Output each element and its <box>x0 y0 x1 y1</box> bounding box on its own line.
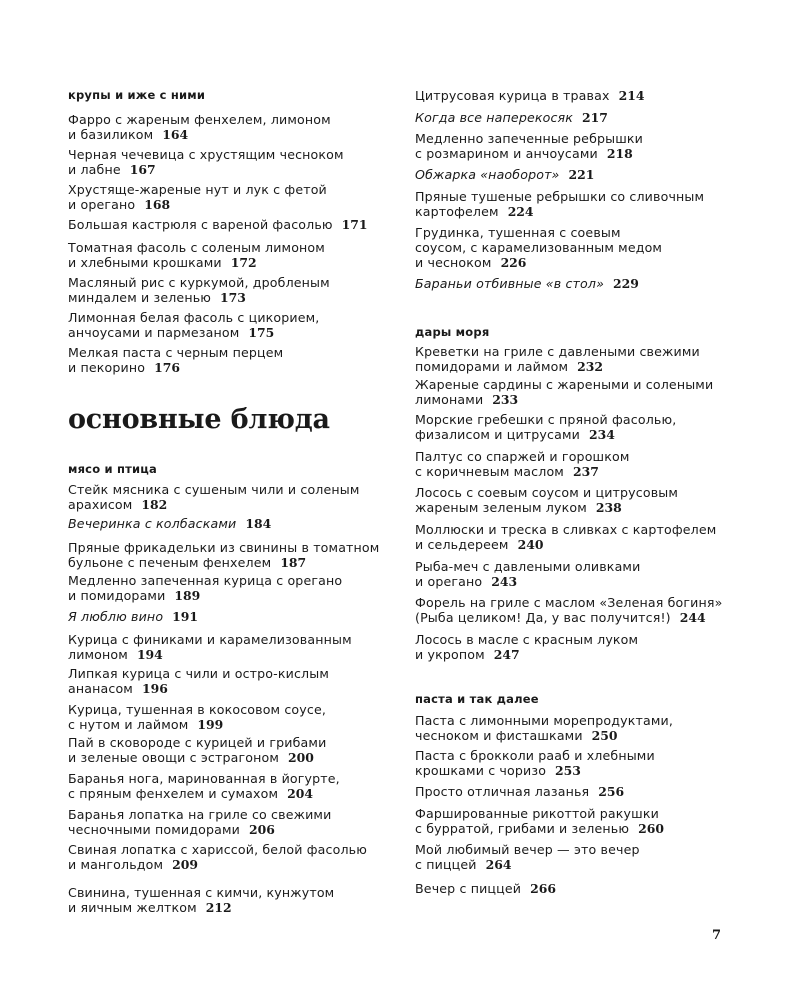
toc-entry-line <box>415 464 747 479</box>
toc-entry-line <box>68 310 388 325</box>
toc-entry-line <box>415 881 747 896</box>
toc-entry-line <box>68 822 388 837</box>
toc-entry-title: Баранья нога, маринованная в йогурте, <box>68 771 340 786</box>
toc-entry-page-number: 167 <box>129 162 156 177</box>
toc-entry <box>415 167 747 182</box>
toc-entry-line <box>415 485 747 500</box>
toc-entry <box>68 609 388 624</box>
toc-entry-line <box>415 377 747 392</box>
toc-entry-line <box>68 482 388 497</box>
toc-entry-title: анчоусами и пармезаном <box>68 325 240 340</box>
toc-entry-line <box>415 806 747 821</box>
toc-entry-title: и хлебными крошками <box>68 255 222 270</box>
chapter-title: основные блюда <box>68 404 330 435</box>
toc-entry-page-number: 240 <box>517 537 544 552</box>
toc-entry-title: Рыба-меч с давлеными оливками <box>415 559 641 574</box>
toc-entry-title: Лосось с соевым соусом и цитрусовым <box>415 485 679 500</box>
toc-entry-line <box>68 147 388 162</box>
toc-entry-page-number: 243 <box>491 574 518 589</box>
toc-entry-title: и орегано <box>415 574 483 589</box>
toc-entry-line <box>68 681 388 696</box>
toc-entry <box>68 482 388 512</box>
toc-entry <box>68 632 388 662</box>
toc-entry-line <box>68 771 388 786</box>
toc-entry-line <box>68 885 388 900</box>
toc-entry-title: Курица с финиками и карамелизованным <box>68 632 352 647</box>
toc-entry <box>68 540 388 570</box>
toc-entry-title: физалисом и цитрусами <box>415 427 580 442</box>
toc-entry-line <box>415 647 747 662</box>
toc-entry <box>415 842 747 872</box>
toc-entry-line <box>68 497 388 512</box>
toc-entry <box>68 240 388 270</box>
toc-entry-title: Жареные сардины с жареными и солеными <box>415 377 714 392</box>
toc-entry-title: Пряные фрикадельки из свинины в томатном <box>68 540 380 555</box>
toc-entry-title: с пряным фенхелем и сумахом <box>68 786 279 801</box>
toc-entry <box>68 516 388 531</box>
toc-entry-line <box>68 197 388 212</box>
toc-entry-page-number: 187 <box>280 555 307 570</box>
toc-entry-title: чесночными помидорами <box>68 822 240 837</box>
section-heading-pasta: паста и так далее <box>415 692 539 706</box>
toc-entry-line <box>415 88 747 103</box>
toc-entry-title: арахисом <box>68 497 133 512</box>
toc-entry-page-number: 237 <box>572 464 599 479</box>
section-heading-meat: мясо и птица <box>68 462 157 476</box>
toc-entry-title: бульоне с печеным фенхелем <box>68 555 272 570</box>
toc-entry-page-number: 176 <box>154 360 180 375</box>
toc-entry-title: Просто отличная лазанья <box>415 784 590 799</box>
toc-entry-line <box>415 632 747 647</box>
toc-entry-page-number: 206 <box>248 822 275 837</box>
toc-entry-title: с коричневым маслом <box>415 464 564 479</box>
toc-entry <box>68 771 388 801</box>
toc-entry-line <box>68 360 388 375</box>
toc-entry-line <box>415 449 747 464</box>
toc-entry-title: картофелем <box>415 204 499 219</box>
toc-entry-title: Медленно запеченные ребрышки <box>415 131 644 146</box>
toc-entry-title: Когда все наперекосяк <box>415 110 574 125</box>
toc-entry-page-number: 250 <box>591 728 618 743</box>
toc-entry-title: и мангольдом <box>68 857 164 872</box>
toc-entry <box>68 885 388 915</box>
toc-entry-title: и сельдереем <box>415 537 509 552</box>
toc-entry <box>415 595 747 625</box>
toc-entry-title: Хрустяще-жареные нут и лук с фетой <box>68 182 327 197</box>
toc-entry-page-number: 196 <box>141 681 168 696</box>
toc-entry-line <box>415 146 747 161</box>
toc-entry-title: Фарро с жареным фенхелем, лимоном <box>68 112 331 127</box>
section-heading-grains: крупы и иже с ними <box>68 88 206 102</box>
toc-entry-line <box>415 537 747 552</box>
toc-entry-page-number: 194 <box>136 647 163 662</box>
toc-entry-title: и зеленые овощи с эстрагоном <box>68 750 280 765</box>
toc-entry-page-number: 226 <box>500 255 527 270</box>
toc-entry-title: Пряные тушеные ребрышки со сливочным <box>415 189 705 204</box>
toc-entry-line <box>415 276 747 291</box>
toc-entry-page-number: 218 <box>606 146 633 161</box>
toc-entry-line <box>68 255 388 270</box>
toc-entry-title: Лосось в масле с красным луком <box>415 632 639 647</box>
toc-entry-line <box>415 748 747 763</box>
toc-entry-title: жареным зеленым луком <box>415 500 587 515</box>
toc-entry-line <box>415 574 747 589</box>
toc-entry-title: Креветки на гриле с давлеными свежими <box>415 344 700 359</box>
toc-entry-page-number: 204 <box>287 786 314 801</box>
toc-entry <box>415 522 747 552</box>
toc-entry <box>415 110 747 125</box>
toc-entry <box>415 881 747 896</box>
toc-entry-page-number: 173 <box>220 290 246 305</box>
toc-entry-title: Моллюски и треска в сливках с картофелем <box>415 522 717 537</box>
toc-entry-line <box>68 750 388 765</box>
toc-entry-line <box>68 702 388 717</box>
toc-entry-title: и помидорами <box>68 588 166 603</box>
toc-entry-page-number: 256 <box>598 784 625 799</box>
toc-entry-page-number: 229 <box>613 276 639 291</box>
toc-entry-page-number: 172 <box>230 255 257 270</box>
toc-entry-page-number: 224 <box>507 204 534 219</box>
toc-entry-title: крошками с чоризо <box>415 763 547 778</box>
toc-entry-title: Я люблю вино <box>68 609 164 624</box>
toc-entry-page-number: 182 <box>141 497 168 512</box>
toc-entry-title: Обжарка «наоборот» <box>415 167 560 182</box>
toc-entry-title: Грудинка, тушенная с соевым <box>415 225 621 240</box>
toc-entry <box>415 632 747 662</box>
toc-entry-line <box>415 713 747 728</box>
toc-entry-title: соусом, с карамелизованным медом <box>415 240 663 255</box>
toc-entry-title: лимоном <box>68 647 128 662</box>
toc-entry <box>68 275 388 305</box>
toc-entry-line <box>68 182 388 197</box>
toc-entry-page-number: 244 <box>679 610 706 625</box>
toc-entry-title: Свинина, тушенная с кимчи, кунжутом <box>68 885 335 900</box>
toc-entry-line <box>68 842 388 857</box>
toc-entry-line <box>415 255 747 270</box>
toc-entry-title: Фаршированные рикоттой ракушки <box>415 806 659 821</box>
toc-entry-page-number: 212 <box>205 900 232 915</box>
toc-entry-line <box>68 275 388 290</box>
toc-entry-line <box>415 131 747 146</box>
toc-entry-line <box>68 666 388 681</box>
toc-entry <box>68 735 388 765</box>
toc-entry-page-number: 247 <box>493 647 520 662</box>
toc-entry-title: Томатная фасоль с соленым лимоном <box>68 240 325 255</box>
toc-entry-page-number: 221 <box>568 167 595 182</box>
toc-entry-page-number: 266 <box>530 881 556 896</box>
toc-entry-title: Масляный рис с куркумой, дробленым <box>68 275 330 290</box>
toc-entry-line <box>415 167 747 182</box>
toc-entry-line <box>415 821 747 836</box>
toc-entry <box>415 344 747 374</box>
toc-entry-title: Стейк мясника с сушеным чили и соленым <box>68 482 360 497</box>
toc-entry-title: Бараньи отбивные «в стол» <box>415 276 604 291</box>
toc-entry-line <box>415 240 747 255</box>
toc-entry-line <box>415 225 747 240</box>
toc-entry-page-number: 217 <box>582 110 608 125</box>
toc-entry-page-number: 164 <box>162 127 189 142</box>
toc-entry-title: помидорами и лаймом <box>415 359 569 374</box>
toc-entry-page-number: 232 <box>577 359 604 374</box>
toc-entry-line <box>68 735 388 750</box>
toc-entry-title: и яичным желтком <box>68 900 197 915</box>
toc-entry <box>415 189 747 219</box>
toc-entry-title: с пиццей <box>415 857 477 872</box>
toc-entry-line <box>68 857 388 872</box>
toc-entry <box>68 147 388 177</box>
toc-entry <box>68 217 388 232</box>
toc-entry <box>415 559 747 589</box>
toc-entry-line <box>415 427 747 442</box>
toc-entry-title: и орегано <box>68 197 136 212</box>
toc-entry-line <box>415 392 747 407</box>
toc-entry-line <box>415 610 747 625</box>
toc-entry-title: чесноком и фисташками <box>415 728 583 743</box>
toc-entry <box>415 131 747 161</box>
toc-entry-page-number: 171 <box>341 217 368 232</box>
toc-entry <box>68 112 388 142</box>
toc-entry <box>415 412 747 442</box>
toc-entry <box>68 345 388 375</box>
toc-entry-page-number: 214 <box>618 88 645 103</box>
toc-entry-title: и базиликом <box>68 127 154 142</box>
toc-entry <box>415 88 747 103</box>
toc-entry-title: Мой любимый вечер — это вечер <box>415 842 640 857</box>
toc-entry-page-number: 234 <box>588 427 615 442</box>
toc-entry-page-number: 199 <box>197 717 224 732</box>
toc-entry-page-number: 264 <box>485 857 512 872</box>
toc-entry-title: Пай в сковороде с курицей и грибами <box>68 735 327 750</box>
toc-entry <box>415 225 747 270</box>
toc-entry-title: Свиная лопатка с хариссой, белой фасолью <box>68 842 367 857</box>
toc-entry-line <box>68 290 388 305</box>
toc-entry <box>415 713 747 743</box>
toc-entry-line <box>68 112 388 127</box>
toc-entry-line <box>68 325 388 340</box>
toc-entry-title: и чесноком <box>415 255 492 270</box>
toc-entry-title: миндалем и зеленью <box>68 290 212 305</box>
toc-entry-title: с бурратой, грибами и зеленью <box>415 821 630 836</box>
toc-entry-page-number: 209 <box>172 857 199 872</box>
toc-entry-line <box>68 807 388 822</box>
toc-entry-line <box>68 127 388 142</box>
toc-entry-title: и пекорино <box>68 360 146 375</box>
toc-entry <box>68 573 388 603</box>
toc-entry-line <box>415 728 747 743</box>
toc-entry <box>68 182 388 212</box>
toc-entry-title: Морские гребешки с пряной фасолью, <box>415 412 677 427</box>
toc-entry-line <box>68 647 388 662</box>
toc-entry-title: с нутом и лаймом <box>68 717 189 732</box>
toc-entry-line <box>68 632 388 647</box>
toc-entry <box>415 276 747 291</box>
toc-entry <box>68 807 388 837</box>
toc-entry-line <box>415 110 747 125</box>
toc-entry-title: с розмарином и анчоусами <box>415 146 598 161</box>
toc-entry-line <box>415 500 747 515</box>
toc-entry-line <box>68 573 388 588</box>
toc-entry-title: ананасом <box>68 681 133 696</box>
toc-entry <box>68 702 388 732</box>
toc-entry <box>415 485 747 515</box>
toc-entry-line <box>68 588 388 603</box>
toc-entry-line <box>68 217 388 232</box>
toc-entry-title: Баранья лопатка на гриле со свежими <box>68 807 332 822</box>
toc-entry-line <box>415 763 747 778</box>
toc-entry-line <box>68 786 388 801</box>
toc-entry-title: Медленно запеченная курица с орегано <box>68 573 343 588</box>
toc-entry-title: Курица, тушенная в кокосовом соусе, <box>68 702 327 717</box>
toc-entry-line <box>68 516 388 531</box>
toc-entry-line <box>68 540 388 555</box>
toc-entry-title: и лабне <box>68 162 121 177</box>
toc-entry <box>415 748 747 778</box>
toc-entry <box>415 449 747 479</box>
toc-entry-page-number: 175 <box>248 325 275 340</box>
toc-entry-line <box>415 204 747 219</box>
toc-entry-title: Лимонная белая фасоль с цикорием, <box>68 310 320 325</box>
toc-entry-line <box>68 609 388 624</box>
toc-entry-title: Цитрусовая курица в травах <box>415 88 610 103</box>
toc-entry <box>68 666 388 696</box>
toc-entry <box>68 842 388 872</box>
toc-entry-title: Форель на гриле с маслом «Зеленая богиня» <box>415 595 723 610</box>
page-number: 7 <box>712 928 722 943</box>
toc-entry-title: Большая кастрюля с вареной фасолью <box>68 217 333 232</box>
toc-entry-page-number: 191 <box>172 609 199 624</box>
toc-entry-page-number: 184 <box>245 516 272 531</box>
toc-entry-line <box>415 522 747 537</box>
toc-entry-page-number: 200 <box>288 750 314 765</box>
toc-entry-line <box>68 162 388 177</box>
toc-entry <box>415 806 747 836</box>
toc-entry-title: Паста с брокколи рааб и хлебными <box>415 748 655 763</box>
toc-entry-page-number: 233 <box>492 392 519 407</box>
toc-entry-page-number: 253 <box>555 763 581 778</box>
toc-entry-title: Палтус со спаржей и горошком <box>415 449 630 464</box>
toc-entry-title: Вечер с пиццей <box>415 881 522 896</box>
toc-entry-line <box>68 717 388 732</box>
toc-entry-line <box>415 595 747 610</box>
toc-entry-page-number: 260 <box>638 821 664 836</box>
toc-entry-line <box>68 240 388 255</box>
toc-entry-line <box>415 344 747 359</box>
toc-entry-title: Черная чечевица с хрустящим чесноком <box>68 147 344 162</box>
toc-entry <box>415 377 747 407</box>
toc-entry-title: Вечеринка с колбасками <box>68 516 237 531</box>
toc-entry-title: Паста с лимонными морепродуктами, <box>415 713 673 728</box>
toc-entry-line <box>415 784 747 799</box>
toc-entry-title: лимонами <box>415 392 484 407</box>
toc-entry-line <box>68 555 388 570</box>
toc-entry-line <box>415 359 747 374</box>
toc-entry-line <box>68 345 388 360</box>
toc-entry-page-number: 189 <box>174 588 201 603</box>
toc-entry <box>415 784 747 799</box>
toc-entry-title: Липкая курица с чили и остро-кислым <box>68 666 329 681</box>
toc-entry-title: Мелкая паста с черным перцем <box>68 345 284 360</box>
toc-entry-title: (Рыба целиком! Да, у вас получится!) <box>415 610 671 625</box>
toc-entry-title: и укропом <box>415 647 485 662</box>
toc-entry-line <box>415 559 747 574</box>
toc-entry-page-number: 238 <box>595 500 622 515</box>
section-heading-seafood: дары моря <box>415 325 490 339</box>
toc-entry-line <box>415 842 747 857</box>
toc-entry-line <box>415 857 747 872</box>
toc-entry-line <box>68 900 388 915</box>
toc-entry-page-number: 168 <box>144 197 171 212</box>
toc-entry <box>68 310 388 340</box>
toc-entry-line <box>415 189 747 204</box>
toc-entry-line <box>415 412 747 427</box>
